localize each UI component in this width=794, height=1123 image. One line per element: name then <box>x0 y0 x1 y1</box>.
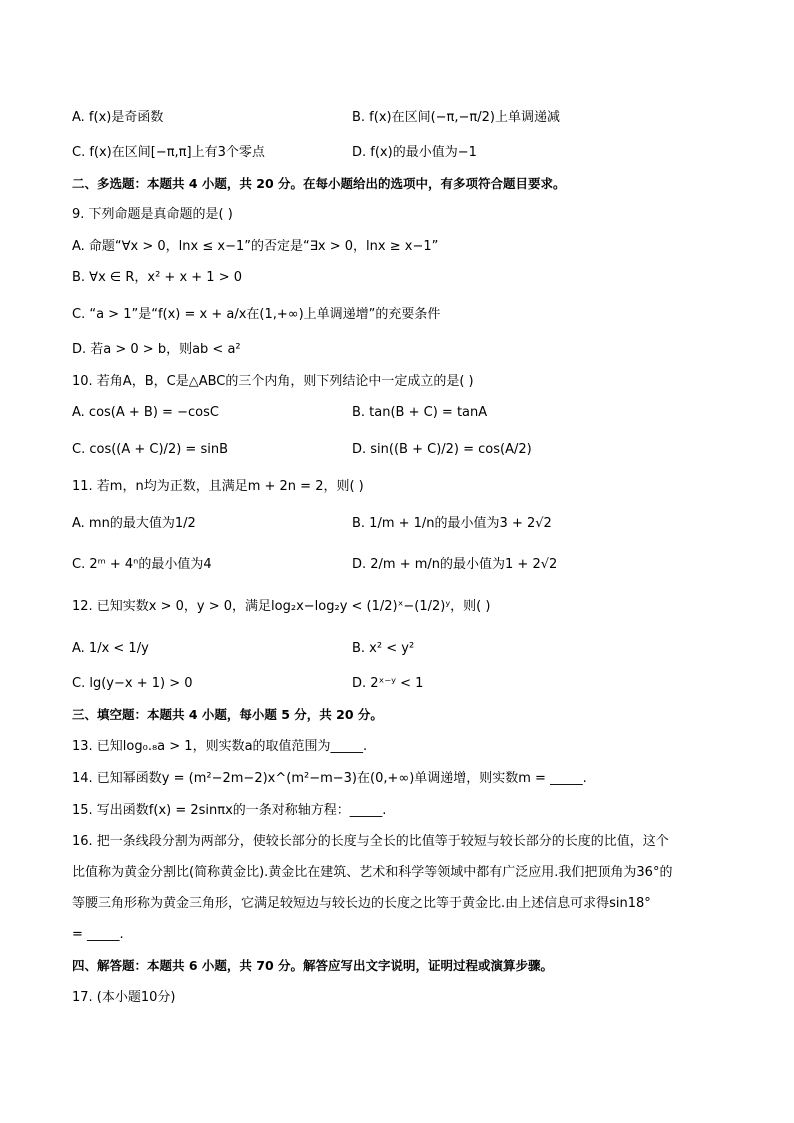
q8-option-a: A. f(x)是奇函数 <box>72 110 164 125</box>
q10-option-a: A. cos(A + B) = −cosC <box>72 405 219 420</box>
section-heading-fill-in: 三、填空题：本题共 4 小题，每小题 5 分，共 20 分。 <box>72 707 383 722</box>
q9-option-a: A. 命题“∀x > 0，lnx ≤ x−1”的否定是“∃x > 0，lnx ≥ x−1” <box>72 239 439 254</box>
q15-text: 15. 写出函数f(x) = 2sinπx的一条对称轴方程：_____. <box>72 803 387 818</box>
q8-option-d: D. f(x)的最小值为−1 <box>352 145 477 160</box>
q12-option-b: B. x² < y² <box>352 641 415 656</box>
q10-option-b: B. tan(B + C) = tanA <box>352 405 488 420</box>
section-heading-solutions: 四、解答题：本题共 6 小题，共 70 分。解答应写出文字说明，证明过程或演算步骤。 <box>72 958 554 973</box>
q11-option-d: D. 2/m + m/n的最小值为1 + 2√2 <box>352 557 558 572</box>
q12-option-d: D. 2ˣ⁻ʸ < 1 <box>352 676 424 691</box>
q11-option-c: C. 2ᵐ + 4ⁿ的最小值为4 <box>72 557 212 572</box>
q11-option-a: A. mn的最大值为1/2 <box>72 516 196 531</box>
section-heading-multiple-choice: 二、多选题：本题共 4 小题，共 20 分。在每小题给出的选项中，有多项符合题目要求。 <box>72 176 566 191</box>
q9-stem: 9. 下列命题是真命题的是( ) <box>72 207 233 222</box>
q14-text: 14. 已知幂函数y = (m²−2m−2)x^(m²−m−3)在(0,+∞)单调递增，则实数m = _____. <box>72 771 587 786</box>
q8-option-c: C. f(x)在区间[−π,π]上有3个零点 <box>72 145 265 160</box>
q12-option-c: C. lg(y−x + 1) > 0 <box>72 676 193 691</box>
q13-text: 13. 已知log₀.₈a > 1，则实数a的取值范围为_____. <box>72 739 368 754</box>
q11-option-b: B. 1/m + 1/n的最小值为3 + 2√2 <box>352 516 552 531</box>
q16-line-2: 比值称为黄金分割比(简称黄金比).黄金比在建筑、艺术和科学等领域中都有广泛应用.我们把顶角为36°的 <box>72 865 673 880</box>
q12-stem: 12. 已知实数x > 0，y > 0，满足log₂x−log₂y < (1/2)ˣ−(1/2)ʸ，则( ) <box>72 599 491 614</box>
q8-option-b: B. f(x)在区间(−π,−π/2)上单调递减 <box>352 110 560 125</box>
q10-option-c: C. cos((A + C)/2) = sinB <box>72 442 228 457</box>
q10-option-d: D. sin((B + C)/2) = cos(A/2) <box>352 442 532 457</box>
q9-option-d: D. 若a > 0 > b，则ab < a² <box>72 342 241 357</box>
q16-line-4: = _____. <box>72 927 124 942</box>
q9-option-b: B. ∀x ∈ R，x² + x + 1 > 0 <box>72 270 243 285</box>
q10-stem: 10. 若角A，B，C是△ABC的三个内角，则下列结论中一定成立的是( ) <box>72 374 474 389</box>
q9-option-c: C. “a > 1”是“f(x) = x + a/x在(1,+∞)上单调递增”的充要条件 <box>72 307 441 322</box>
q17-heading: 17. (本小题10分) <box>72 990 176 1005</box>
q16-line-3: 等腰三角形称为黄金三角形，它满足较短边与较长边的长度之比等于黄金比.由上述信息可求得sin18° <box>72 896 651 911</box>
q12-option-a: A. 1/x < 1/y <box>72 641 149 656</box>
q11-stem: 11. 若m，n均为正数，且满足m + 2n = 2，则( ) <box>72 479 364 494</box>
q16-line-1: 16. 把一条线段分割为两部分，使较长部分的长度与全长的比值等于较短与较长部分的长度的比值，这个 <box>72 834 669 849</box>
